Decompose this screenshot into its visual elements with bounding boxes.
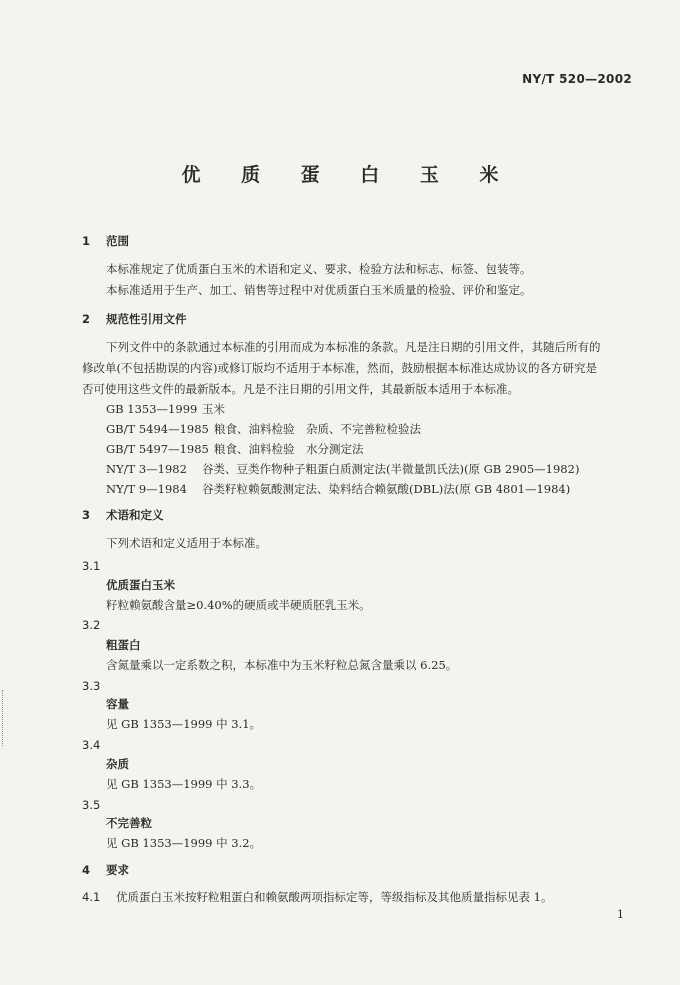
clause-number: 4.1	[82, 890, 101, 904]
reference-item	[106, 421, 421, 437]
paragraph: 本标准规定了优质蛋白玉米的术语和定义、要求、检验方法和标志、标签、包装等。	[106, 262, 532, 276]
reference-item	[106, 481, 570, 497]
term-number: 3.5	[82, 798, 101, 812]
term-number: 3.2	[82, 618, 101, 632]
term-definition: 见 GB 1353—1999 中 3.1。	[106, 717, 262, 731]
section-3-heading	[82, 507, 164, 523]
paragraph: 本标准适用于生产、加工、销售等过程中对优质蛋白玉米质量的检验、评价和鉴定。	[106, 283, 532, 297]
reference-item	[106, 401, 225, 417]
term-definition: 籽粒赖氨酸含量≥0.40%的硬质或半硬质胚乳玉米。	[106, 598, 371, 612]
section-number: 3	[82, 508, 91, 522]
reference-code: NY/T 3—1982	[106, 462, 187, 476]
term-name: 优质蛋白玉米	[106, 578, 175, 592]
reference-title: 玉米	[202, 402, 225, 416]
term-number: 3.3	[82, 679, 101, 693]
section-title: 范围	[106, 234, 129, 248]
reference-code: GB/T 5497—1985	[106, 442, 209, 456]
reference-code: NY/T 9—1984	[106, 482, 187, 496]
section-number: 4	[82, 863, 91, 877]
page-number: 1	[617, 908, 624, 921]
term-name: 不完善粒	[106, 816, 152, 830]
standard-number: NY/T 520—2002	[522, 72, 632, 86]
term-name: 粗蛋白	[106, 638, 141, 652]
section-4-heading	[82, 862, 129, 878]
reference-code: GB/T 5494—1985	[106, 422, 209, 436]
paragraph-line: 修改单(不包括勘误的内容)或修订版均不适用于本标准，然而，鼓励根据本标准达成协议的各方研究是	[82, 361, 597, 375]
term-name: 容量	[106, 697, 129, 711]
term-name: 杂质	[106, 757, 129, 771]
section-title: 要求	[106, 863, 129, 877]
paragraph: 下列术语和定义适用于本标准。	[106, 536, 267, 550]
term-definition: 见 GB 1353—1999 中 3.3。	[106, 777, 262, 791]
term-number: 3.4	[82, 738, 101, 752]
section-1-heading	[82, 233, 129, 249]
section-2-heading	[82, 311, 187, 327]
reference-title: 谷类籽粒赖氨酸测定法、染料结合赖氨酸(DBL)法(原 GB 4801—1984)	[202, 482, 571, 496]
section-title: 术语和定义	[106, 508, 164, 522]
paragraph-line: 否可使用这些文件的最新版本。凡是不注日期的引用文件，其最新版本适用于本标准。	[82, 382, 519, 396]
reference-code: GB 1353—1999	[106, 402, 198, 416]
reference-title: 谷类、豆类作物种子粗蛋白质测定法(半微量凯氏法)(原 GB 2905—1982)	[202, 462, 580, 476]
reference-item	[106, 441, 364, 457]
reference-title: 粮食、油料检验 水分测定法	[214, 442, 364, 456]
clause-text: 优质蛋白玉米按籽粒粗蛋白和赖氨酸两项指标定等，等级指标及其他质量指标见表 1。	[116, 890, 553, 904]
term-definition: 含氮量乘以一定系数之积，本标准中为玉米籽粒总氮含量乘以 6.25。	[106, 658, 458, 672]
section-number: 2	[82, 312, 91, 326]
section-number: 1	[82, 234, 91, 248]
term-definition: 见 GB 1353—1999 中 3.2。	[106, 836, 262, 850]
binding-margin-mark	[2, 690, 6, 746]
section-title: 规范性引用文件	[106, 312, 187, 326]
term-number: 3.1	[82, 559, 101, 573]
reference-title: 粮食、油料检验 杂质、不完善粒检验法	[214, 422, 421, 436]
clause-4-1	[82, 889, 552, 905]
document-title: 优 质 蛋 白 玉 米	[181, 164, 516, 186]
reference-item	[106, 461, 579, 477]
paragraph-line: 下列文件中的条款通过本标准的引用而成为本标准的条款。凡是注日期的引用文件，其随后所有的	[106, 340, 601, 354]
